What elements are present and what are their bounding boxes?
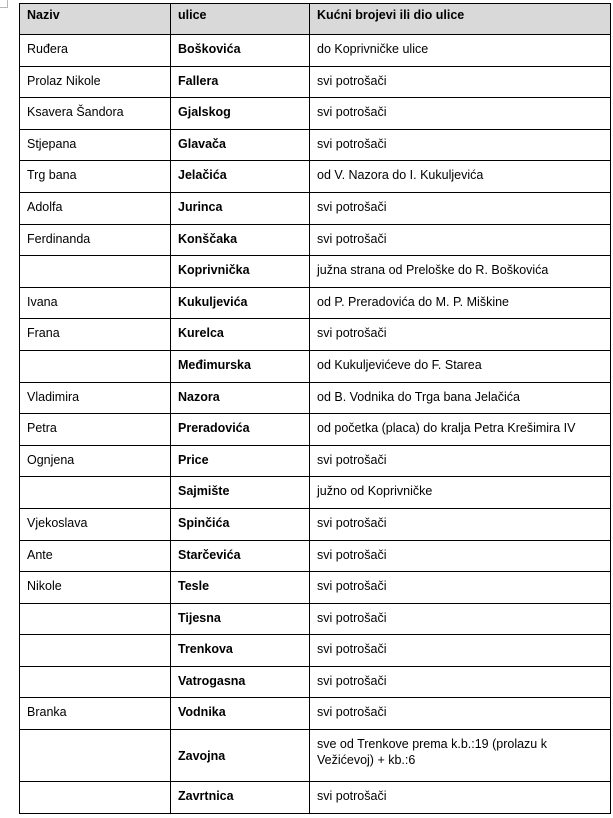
cell-first-name: Ante (20, 540, 171, 572)
cell-house-numbers: svi potrošači (310, 666, 611, 698)
cell-first-name: Adolfa (20, 192, 171, 224)
table-row (20, 572, 611, 604)
table-body (20, 35, 611, 814)
cell-street-name: Vodnika (171, 698, 310, 730)
cell-house-numbers: svi potrošači (310, 319, 611, 351)
cell-street-name: Glavača (171, 129, 310, 161)
cell-street-name: Nazora (171, 382, 310, 414)
table-row (20, 382, 611, 414)
cell-house-numbers: od P. Preradovića do M. P. Miškine (310, 287, 611, 319)
table-row (20, 66, 611, 98)
cell-house-numbers: do Koprivničke ulice (310, 35, 611, 67)
cell-house-numbers: od B. Vodnika do Trga bana Jelačića (310, 382, 611, 414)
cell-first-name (20, 350, 171, 382)
cell-street-name: Jelačića (171, 161, 310, 193)
table-row (20, 35, 611, 67)
cell-house-numbers: svi potrošači (310, 782, 611, 814)
cell-first-name (20, 730, 171, 782)
table-row (20, 445, 611, 477)
cell-first-name (20, 603, 171, 635)
cell-house-numbers: svi potrošači (310, 129, 611, 161)
table-row (20, 192, 611, 224)
table-row (20, 782, 611, 814)
cell-house-numbers: južna strana od Preloške do R. Boškovića (310, 256, 611, 288)
cell-first-name: Ferdinanda (20, 224, 171, 256)
cell-street-name: Tijesna (171, 603, 310, 635)
cell-house-numbers: od početka (placa) do kralja Petra Krešimira IV (310, 414, 611, 446)
table-row (20, 477, 611, 509)
cell-first-name: Vjekoslava (20, 508, 171, 540)
cell-street-name: Fallera (171, 66, 310, 98)
cell-street-name: Starčevića (171, 540, 310, 572)
table-row (20, 98, 611, 130)
header-kucni-brojevi: Kućni brojevi ili dio ulice (310, 4, 611, 35)
cell-street-name: Gjalskog (171, 98, 310, 130)
cell-first-name: Frana (20, 319, 171, 351)
table-row (20, 508, 611, 540)
cell-first-name (20, 666, 171, 698)
table-row (20, 287, 611, 319)
table-header (20, 4, 611, 35)
table-row (20, 256, 611, 288)
header-naziv: Naziv (20, 4, 171, 35)
cell-street-name: Boškovića (171, 35, 310, 67)
cell-house-numbers: svi potrošači (310, 192, 611, 224)
cell-street-name: Koprivnička (171, 256, 310, 288)
cell-street-name: Spinčića (171, 508, 310, 540)
cell-first-name: Trg bana (20, 161, 171, 193)
table-row (20, 666, 611, 698)
cell-first-name (20, 256, 171, 288)
cell-first-name: Ksavera Šandora (20, 98, 171, 130)
cell-first-name: Ivana (20, 287, 171, 319)
cell-house-numbers: od V. Nazora do I. Kukuljevića (310, 161, 611, 193)
cell-first-name: Stjepana (20, 129, 171, 161)
cell-house-numbers: svi potrošači (310, 635, 611, 667)
cell-street-name: Price (171, 445, 310, 477)
cell-first-name: Prolaz Nikole (20, 66, 171, 98)
cell-street-name: Kukuljevića (171, 287, 310, 319)
cell-house-numbers: svi potrošači (310, 98, 611, 130)
cell-first-name (20, 635, 171, 667)
cell-first-name: Ognjena (20, 445, 171, 477)
cell-street-name: Jurinca (171, 192, 310, 224)
table-row (20, 603, 611, 635)
cell-house-numbers: svi potrošači (310, 445, 611, 477)
cell-street-name: Konščaka (171, 224, 310, 256)
table-row (20, 350, 611, 382)
cell-street-name: Preradovića (171, 414, 310, 446)
cell-street-name: Zavrtnica (171, 782, 310, 814)
cell-house-numbers: svi potrošači (310, 508, 611, 540)
cell-street-name: Kurelca (171, 319, 310, 351)
streets-table (19, 3, 611, 814)
table-row (20, 161, 611, 193)
page-corner-mark (0, 0, 8, 8)
cell-street-name: Vatrogasna (171, 666, 310, 698)
cell-street-name: Sajmište (171, 477, 310, 509)
cell-street-name: Međimurska (171, 350, 310, 382)
cell-first-name: Nikole (20, 572, 171, 604)
cell-first-name: Petra (20, 414, 171, 446)
cell-house-numbers: svi potrošači (310, 66, 611, 98)
cell-house-numbers: svi potrošači (310, 224, 611, 256)
table-row (20, 414, 611, 446)
cell-first-name: Ruđera (20, 35, 171, 67)
cell-house-numbers: svi potrošači (310, 540, 611, 572)
cell-street-name: Trenkova (171, 635, 310, 667)
table-row (20, 129, 611, 161)
table-row (20, 698, 611, 730)
cell-first-name (20, 782, 171, 814)
header-ulice: ulice (171, 4, 310, 35)
table-row (20, 730, 611, 782)
table-row (20, 319, 611, 351)
table-row (20, 635, 611, 667)
cell-street-name: Tesle (171, 572, 310, 604)
cell-house-numbers: svi potrošači (310, 603, 611, 635)
table-row (20, 224, 611, 256)
cell-first-name: Vladimira (20, 382, 171, 414)
cell-first-name: Branka (20, 698, 171, 730)
cell-house-numbers: svi potrošači (310, 572, 611, 604)
cell-house-numbers: svi potrošači (310, 698, 611, 730)
cell-house-numbers: južno od Koprivničke (310, 477, 611, 509)
cell-house-numbers: sve od Trenkove prema k.b.:19 (prolazu k Vežićevoj) + kb.:6 (310, 730, 611, 782)
cell-house-numbers: od Kukuljevićeve do F. Starea (310, 350, 611, 382)
cell-street-name: Zavojna (171, 730, 310, 782)
header-row (20, 4, 611, 35)
table-row (20, 540, 611, 572)
cell-first-name (20, 477, 171, 509)
